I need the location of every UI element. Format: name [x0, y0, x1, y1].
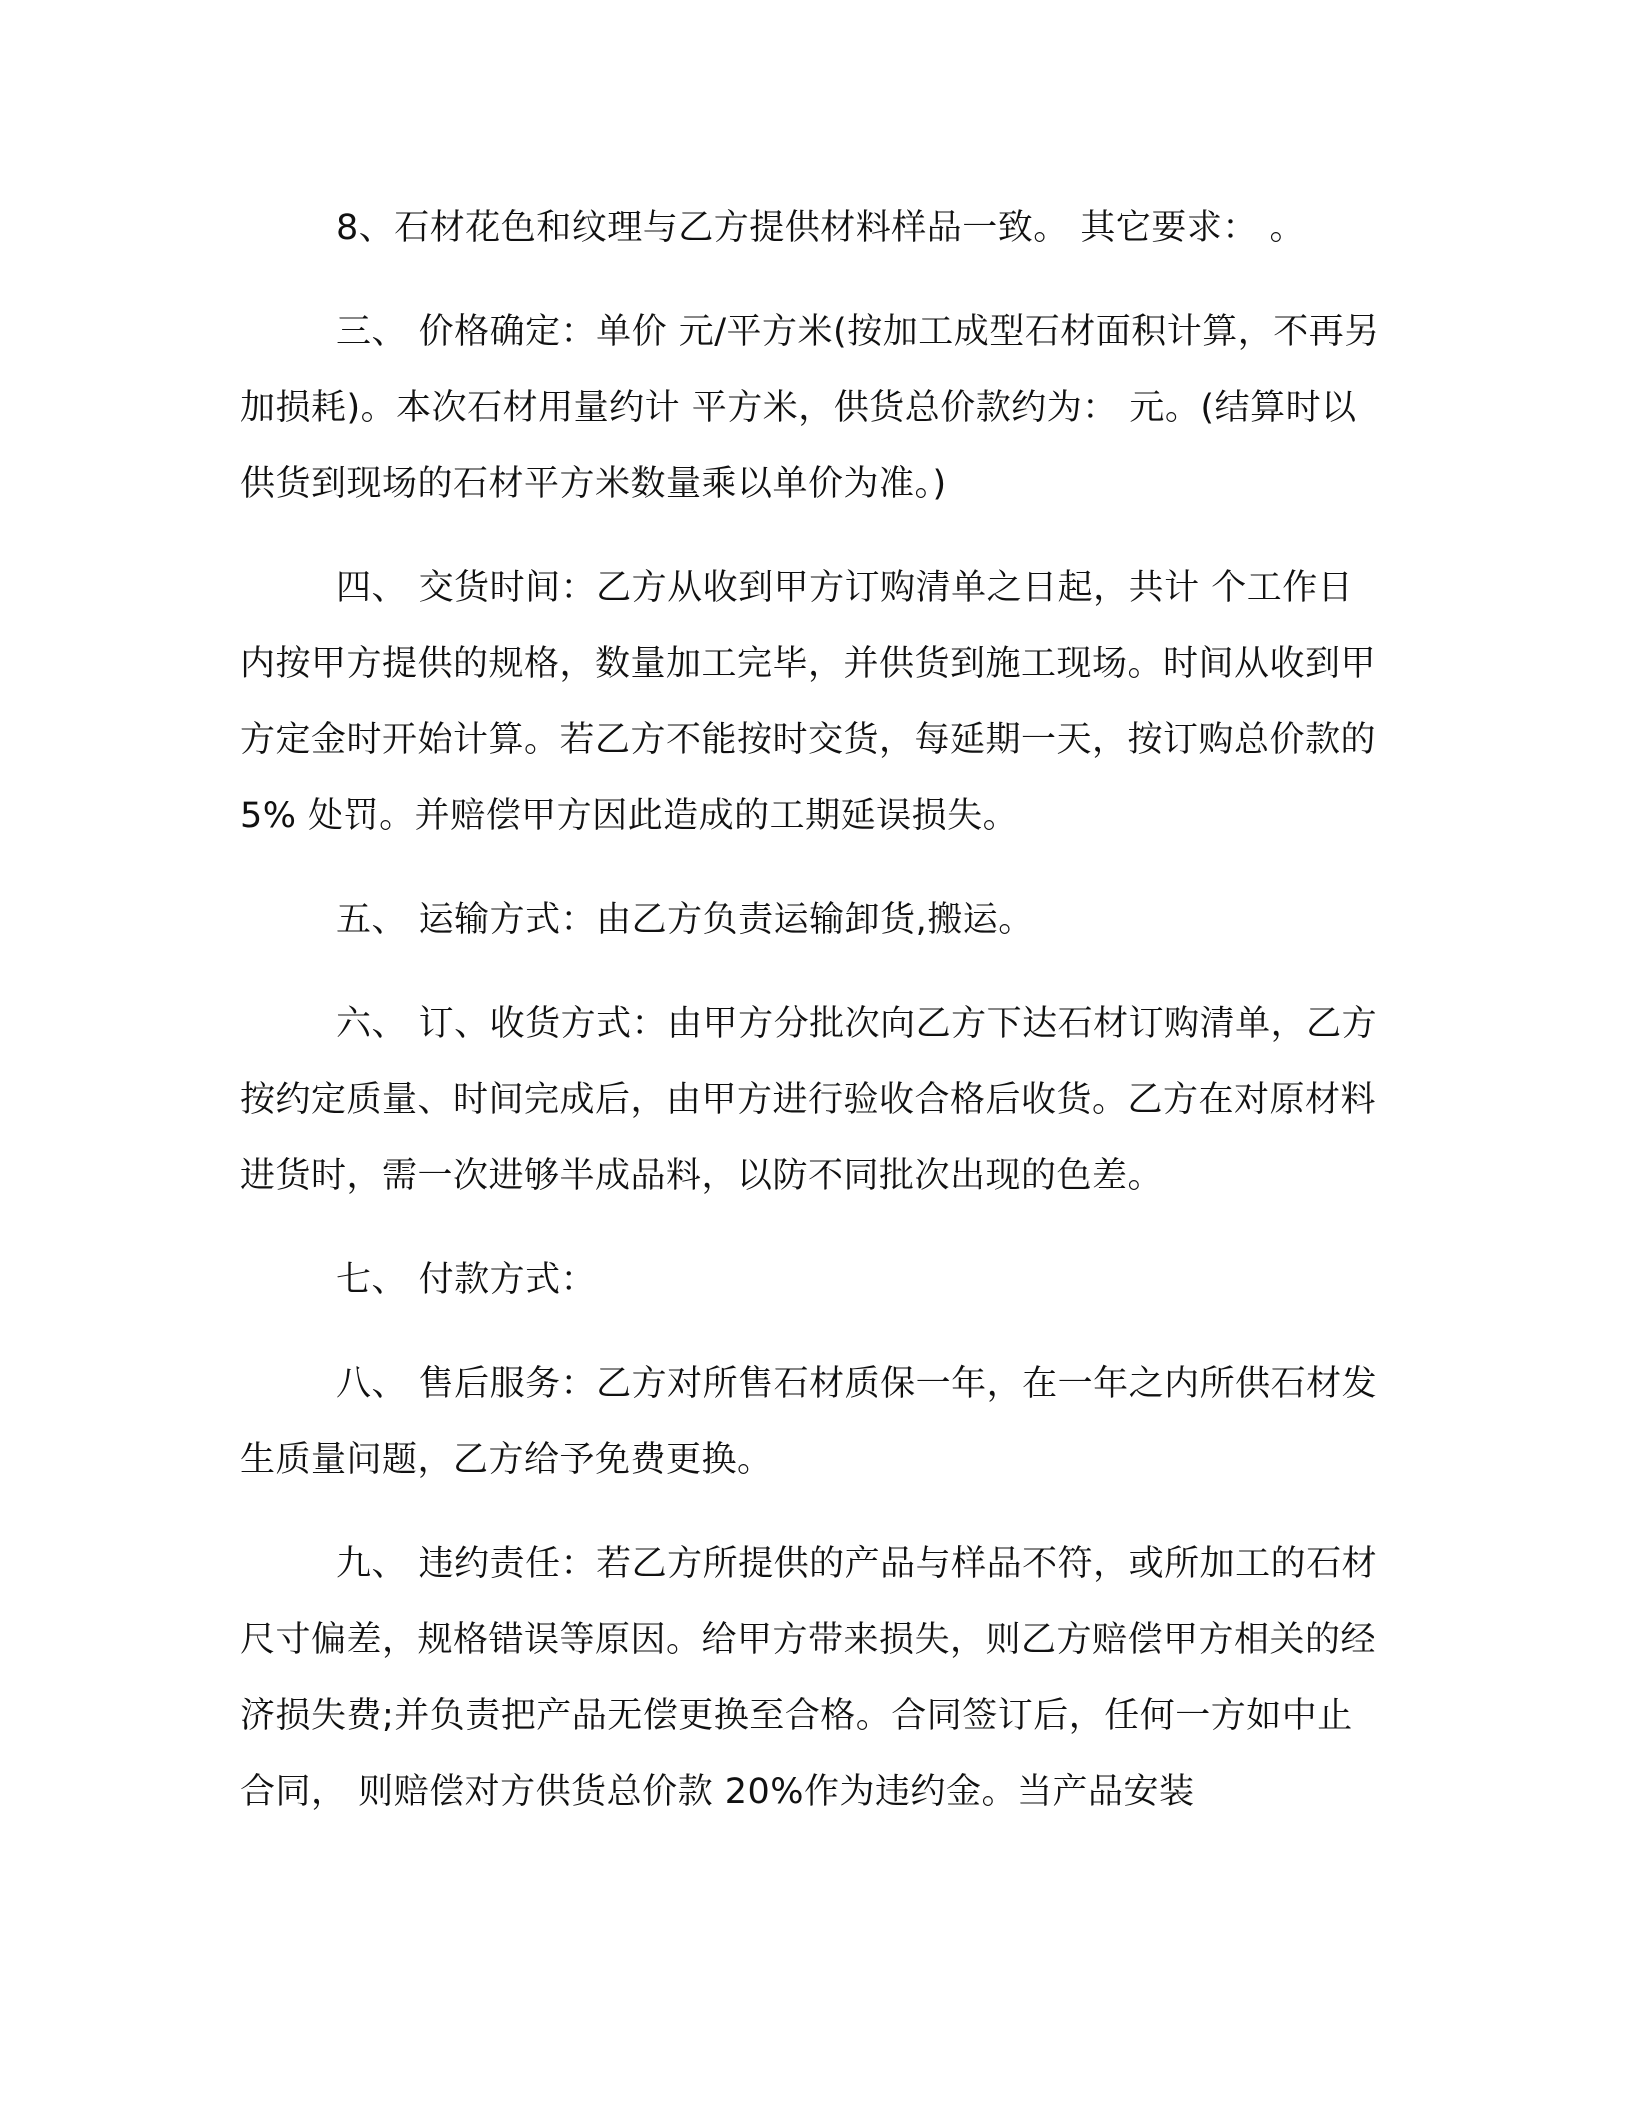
- clause-5-transport: 五、 运输方式：由乙方负责运输卸货,搬运。: [336, 900, 1034, 940]
- document-body: [240, 190, 1380, 1830]
- clause-8-after-sales: 八、 售后服务：乙方对所售石材质保一年，在一年之内所供石材发生质量问题，乙方给予免费更换。: [240, 1364, 1378, 1480]
- clause-7-payment: 七、 付款方式：: [336, 1260, 597, 1300]
- clause-6-ordering: 六、 订、收货方式：由甲方分批次向乙方下达石材订购清单，乙方按约定质量、时间完成后，由甲方进行验收合格后收货。乙方在对原材料进货时，需一次进够半成品料，以防不同批次出现的色差。: [240, 1004, 1378, 1196]
- clause-3-price: 三、 价格确定：单价 元/平方米(按加工成型石材面积计算，不再另加损耗)。本次石材用量约计 平方米，供货总价款约为： 元。(结算时以供货到现场的石材平方米数量乘以单价为准。): [240, 312, 1380, 504]
- clause-8-stone-color: 8、石材花色和纹理与乙方提供材料样品一致。 其它要求： 。: [336, 208, 1306, 248]
- clause-9-breach: 九、 违约责任：若乙方所提供的产品与样品不符，或所加工的石材尺寸偏差，规格错误等原因。给甲方带来损失，则乙方赔偿甲方相关的经济损失费;并负责把产品无偿更换至合格。合同签订后，任何一方如中止合同， 则赔偿对方供货总价款 20%作为违约金。当产品安装: [240, 1544, 1378, 1812]
- clause-4-delivery-time: 四、 交货时间：乙方从收到甲方订购清单之日起，共计 个工作日内按甲方提供的规格，数量加工完毕，并供货到施工现场。时间从收到甲方定金时开始计算。若乙方不能按时交货，每延期一天，按订购总价款的 5% 处罚。并赔偿甲方因此造成的工期延误损失。: [240, 568, 1377, 836]
